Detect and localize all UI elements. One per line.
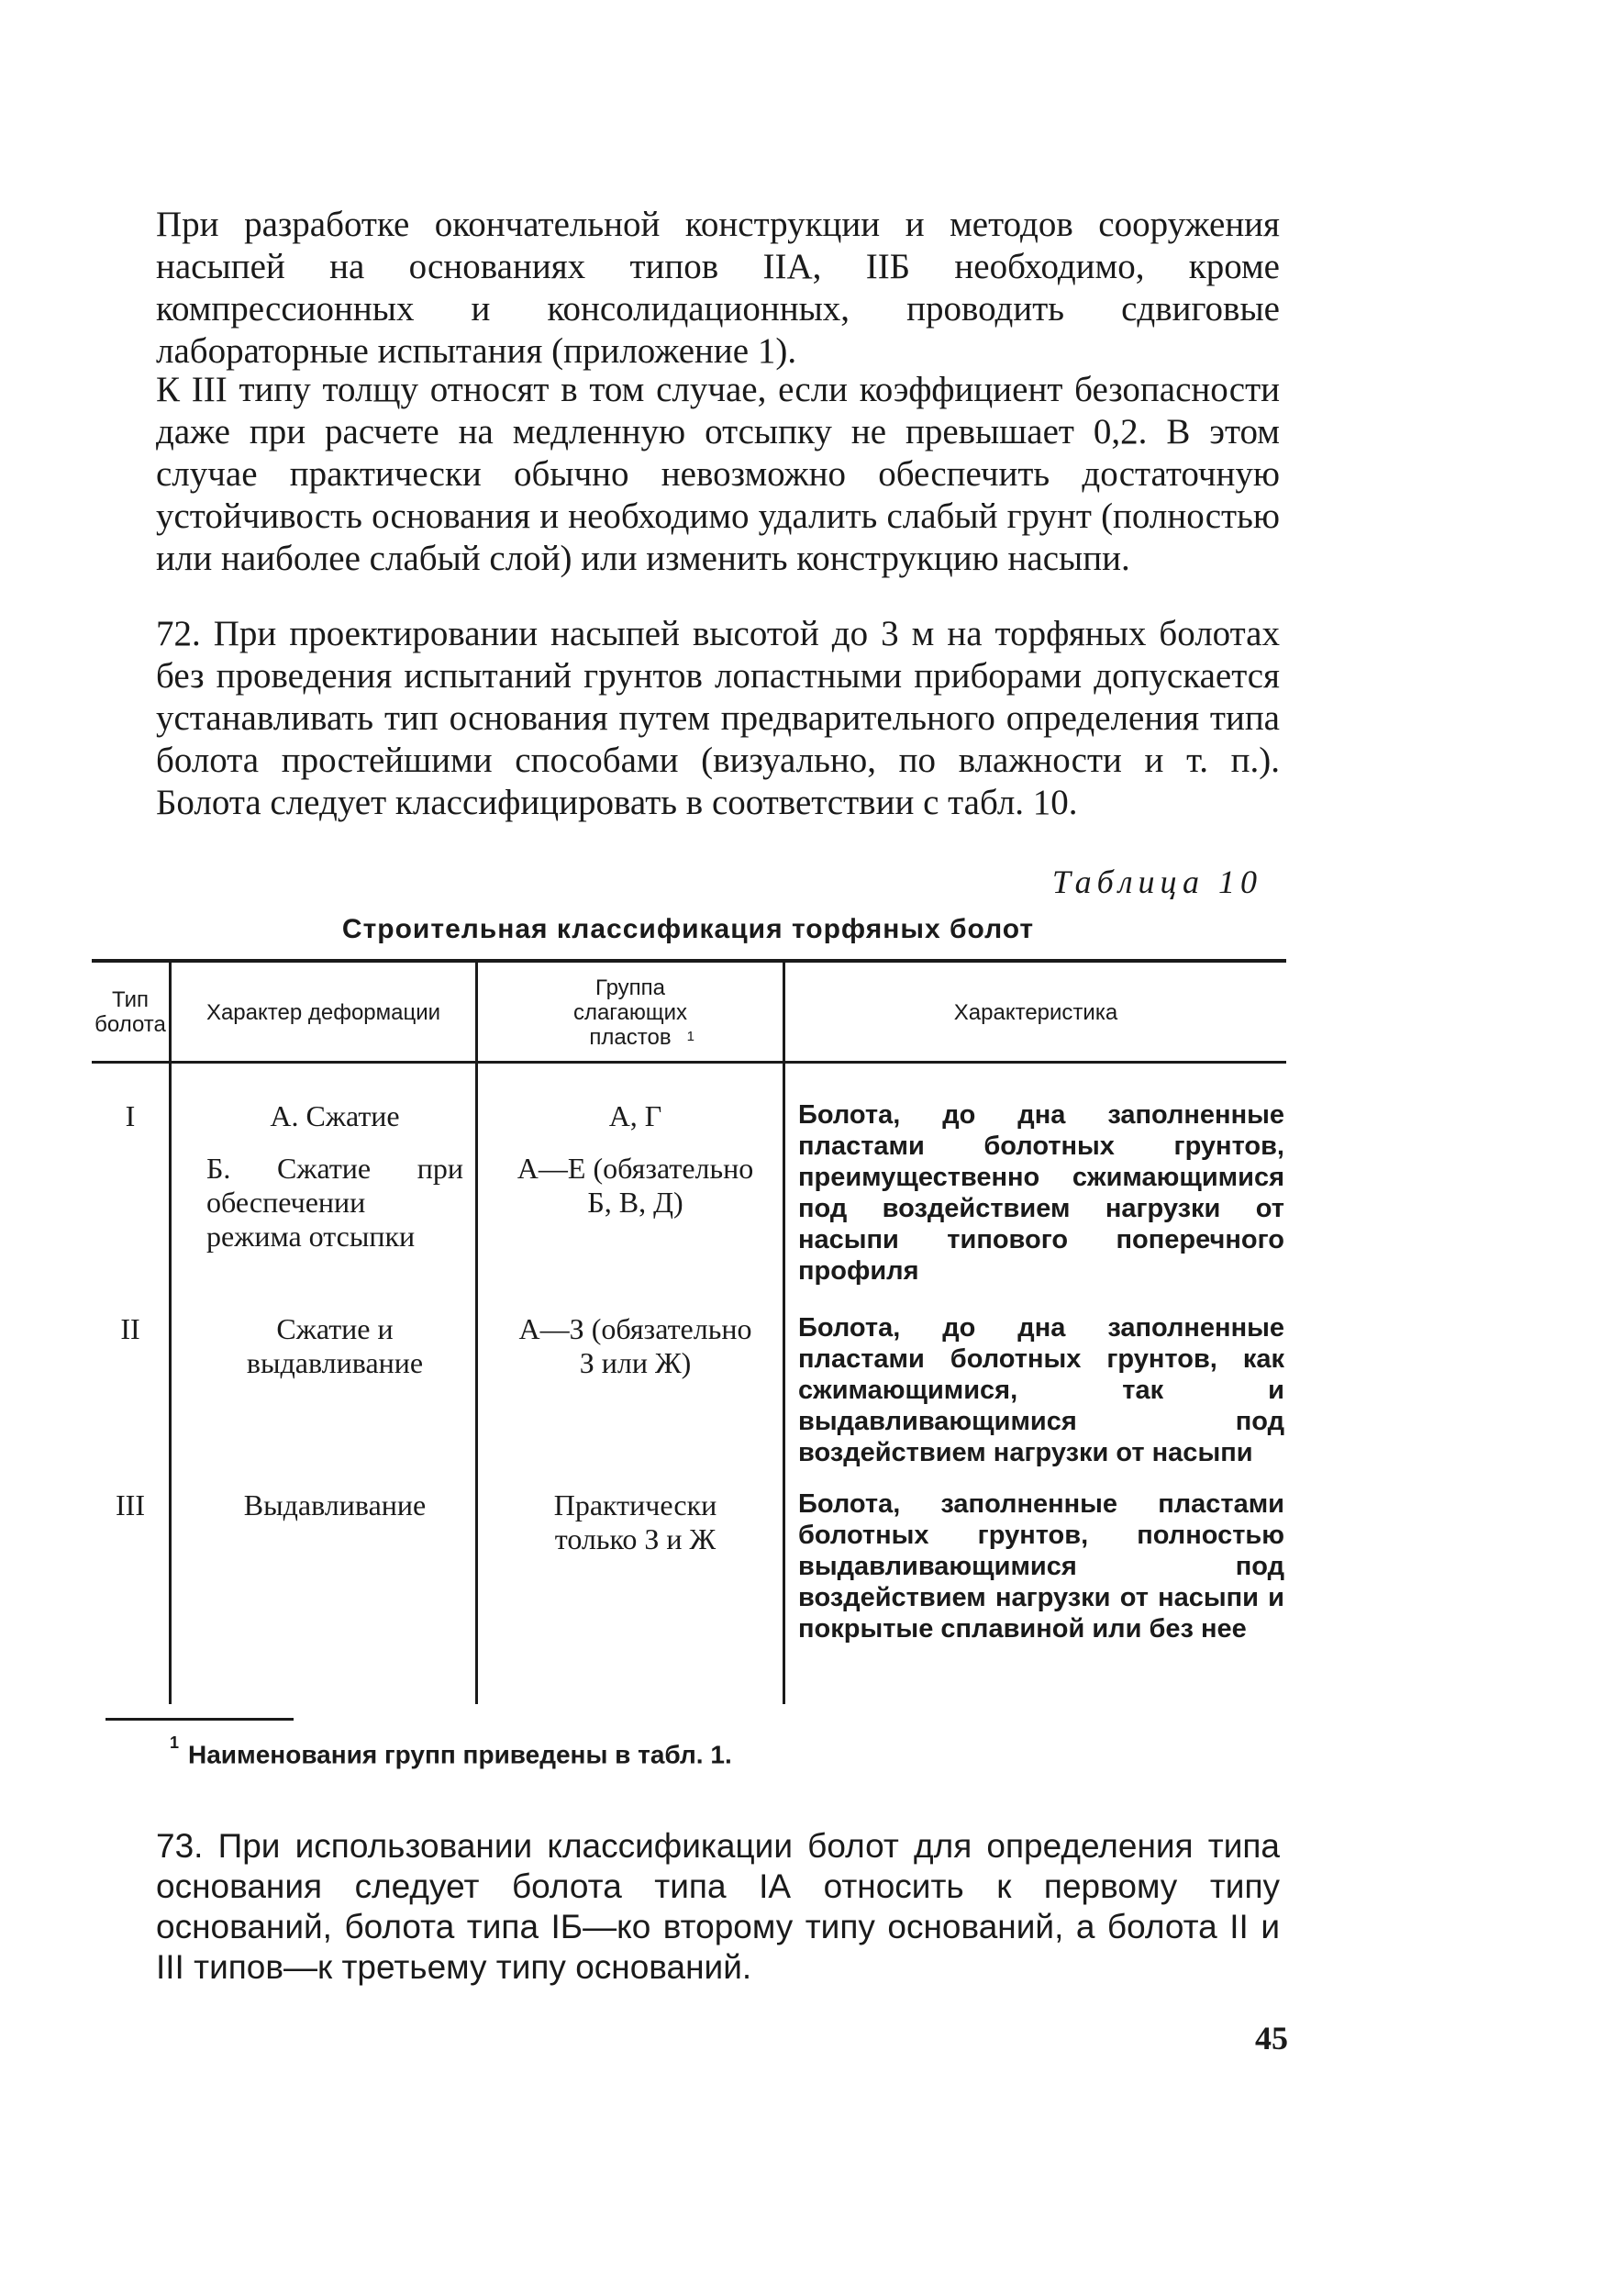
header-type: Тип болота xyxy=(94,987,166,1037)
row2-type: II xyxy=(120,1312,140,1345)
table-label: Таблица 10 xyxy=(1051,864,1262,900)
header-character: Характер деформации xyxy=(206,999,441,1025)
paragraph-shear-tests: При разработке окончательной конструкции и методов сооружения насыпей на основаниях типов IIА, IIБ необходимо, кроме компрессионных и консолидационных, проводить сдвиговые лабораторные испытания (приложение 1). xyxy=(156,205,1280,371)
footnote-marker: 1 xyxy=(170,1733,180,1752)
row1-group-a: А, Г xyxy=(608,1099,662,1132)
row1-description: Болота, до дна заполненные пластами болотных грунтов, преимущественно сжимающимися под воздействием нагрузки от насыпи типового поперечного профиля xyxy=(798,1100,1284,1286)
row3-group: Практически только З и Ж xyxy=(553,1488,717,1555)
page-number: 45 xyxy=(1255,2020,1288,2056)
row3-type: III xyxy=(116,1488,145,1521)
row1-group-b: А—Е (обязательно Б, В, Д) xyxy=(517,1152,754,1219)
row1-character-a: А. Сжатие xyxy=(270,1099,400,1132)
table-header-rule xyxy=(92,1061,1286,1064)
header-group-label: Группа слагающих пластов xyxy=(572,975,688,1050)
row2-description: Болота, до дна заполненные пластами болотных грунтов, как сжимающимися, так и выдавливающимися под воздействием нагрузки от насыпи xyxy=(798,1313,1284,1467)
row3-description: Болота, заполненные пластами болотных грунтов, полностью выдавливающимися под воздействием нагрузки от насыпи и покрытые сплавиной или без нее xyxy=(798,1489,1284,1644)
table-top-rule xyxy=(92,959,1286,963)
footnote-rule xyxy=(106,1718,294,1721)
header-description: Характеристика xyxy=(953,999,1118,1025)
row3-character: Выдавливание xyxy=(243,1488,427,1521)
column-divider-3 xyxy=(783,963,785,1704)
row2-group: А—З (обязательно З или Ж) xyxy=(518,1312,752,1379)
footnote xyxy=(170,1733,732,1769)
column-divider-2 xyxy=(475,963,478,1704)
row2-character: Сжатие и выдавливание xyxy=(246,1312,424,1379)
footnote-text: Наименования групп приведены в табл. 1. xyxy=(188,1740,732,1769)
paragraph-73: 73. При использовании классификации болот для определения типа основания следует болота типа IА относить к первому типу оснований, болота типа IБ—ко второму типу оснований, а болота II и III типов—к третьему типу оснований. xyxy=(156,1827,1280,1986)
paragraph-type-three: К III типу толщу относят в том случае, если коэффициент безопасности даже при расчете на медленную отсыпку не превышает 0,2. В этом случае практически обычно невозможно обеспечить достаточную устойчивость основания и необходимо удалить слабый грунт (полностью или наиболее слабый слой) или изменить конструкцию насыпи. xyxy=(156,370,1280,578)
header-group xyxy=(478,965,783,1059)
column-divider-1 xyxy=(169,963,172,1704)
row1-character-b: Б. Сжатие при обеспечении режима отсыпки xyxy=(206,1152,463,1253)
header-group-footnote-marker: 1 xyxy=(686,1029,694,1044)
row1-type: I xyxy=(125,1099,136,1132)
paragraph-72: 72. При проектировании насыпей высотой до 3 м на торфяных болотах без проведения испытаний грунтов лопастными приборами допускается устанавливать тип основания путем предварительного определения типа болота простейшими способами (визуально, по влажности и т. п.). Болота следует классифицировать в соответствии с табл. 10. xyxy=(156,614,1280,822)
table-title: Строительная классификация торфяных болот xyxy=(341,914,1035,944)
